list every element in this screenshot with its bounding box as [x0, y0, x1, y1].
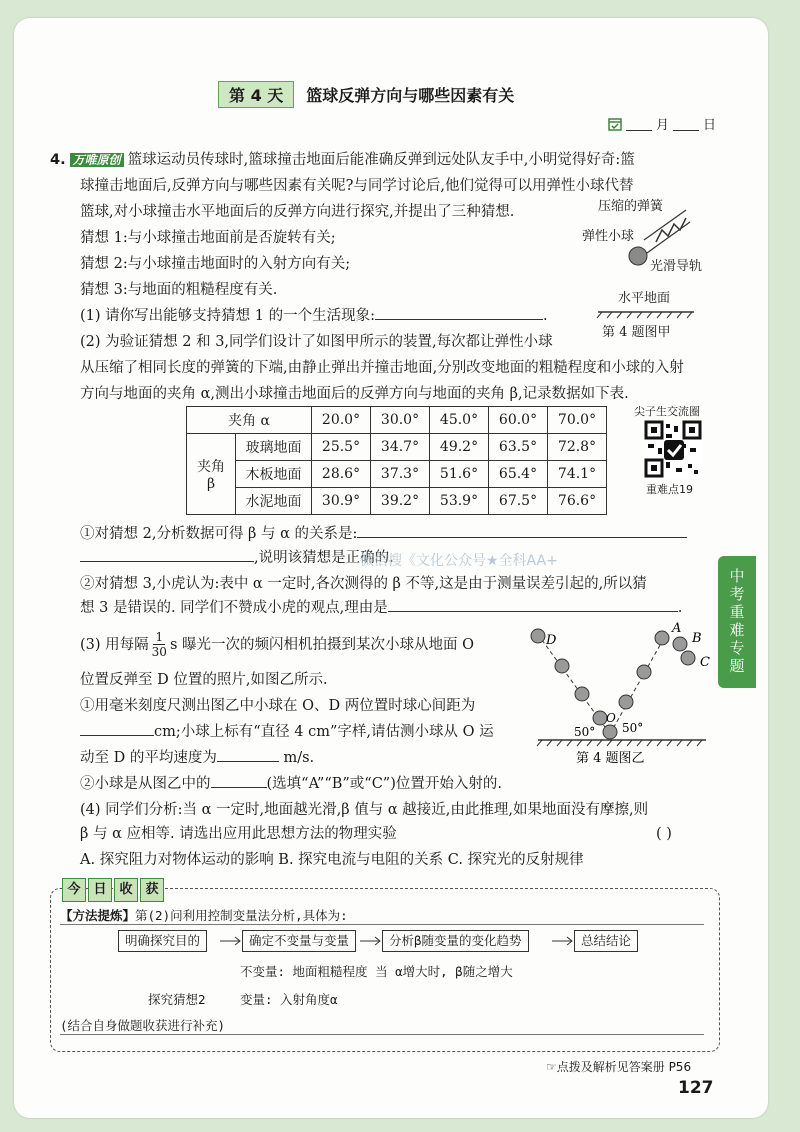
table-cell: 39.2°	[371, 488, 430, 515]
guess-1: 猜想 1:与小球撞击地面前是否旋转有关;	[80, 230, 336, 246]
question-4-line-1: (4) 同学们分析:当 α 一定时,地面越光滑,β 值与 α 越接近,由此推理,如果地面没有摩擦,则	[80, 802, 649, 818]
q3-a1-unit: m/s.	[283, 750, 315, 766]
answer-blank-3-1a[interactable]	[80, 721, 154, 736]
watermark: 微信搜《文化公众号★全科AA+	[360, 553, 558, 569]
table-cell: 30.0°	[371, 407, 430, 434]
original-badge: 万唯原创	[70, 153, 124, 167]
figure-yi	[530, 622, 716, 770]
angle-left: 50°	[574, 725, 596, 739]
answer-blank-2-1a[interactable]	[357, 523, 687, 538]
label-rail: 光滑导轨	[650, 259, 703, 274]
question-3-answer-1-line-3	[80, 746, 314, 770]
table-cell: 67.5°	[489, 488, 548, 515]
summary-title	[62, 878, 164, 902]
q3-a2-text: ②小球是从图乙中的	[80, 776, 211, 792]
page-title: 篮球反弹方向与哪些因素有关	[306, 85, 515, 105]
table-cell: 玻璃地面	[236, 434, 312, 461]
label-B: B	[692, 631, 702, 646]
table-header-row	[187, 407, 607, 434]
answer-paren[interactable]: ( )	[656, 826, 672, 842]
qr-code-icon[interactable]	[644, 420, 702, 478]
flow-step: 明确探究目的	[118, 930, 207, 952]
summary-char: 日	[88, 878, 112, 902]
answer-blank-3-2[interactable]	[211, 773, 267, 788]
caption-yi: 第 4 题图乙	[576, 751, 645, 766]
answer-1-text: ①对猜想 2,分析数据可得 β 与 α 的关系是:	[80, 526, 358, 542]
flow-arrows	[220, 934, 580, 948]
constant-line: 不变量: 地面粗糙程度 当 α增大时, β随之增大	[240, 964, 513, 979]
flow-step: 总结结论	[574, 930, 638, 952]
figure-jia	[578, 196, 708, 346]
table-cell: 34.7°	[371, 434, 430, 461]
q3-a1-text-2: cm;小球上标有“直径 4 cm”字样,请估测小球从 O 运	[154, 724, 494, 740]
label-O: O	[606, 711, 616, 725]
day-label-text: 日	[703, 118, 717, 133]
qr-top-label: 尖子生交流圈	[634, 405, 700, 418]
guess-2: 猜想 2:与小球撞击地面时的入射方向有关;	[80, 256, 351, 272]
intro-line-1	[50, 148, 635, 172]
method-divider	[60, 924, 704, 925]
q3-a1-text: ①用毫米刻度尺测出图乙中小球在 O、D 两位置时球心间距为	[80, 698, 476, 714]
question-2-answer-2-line-2: 想 3 是错误的. 同学们不赞成小虎的观点,理由是 .	[80, 596, 682, 620]
question-4-line-2: β 与 α 应相等. 请选出应用此思想方法的物理实验	[80, 826, 397, 842]
table-row	[187, 461, 607, 488]
label-C: C	[700, 655, 710, 670]
table-cell: 51.6°	[430, 461, 489, 488]
page-number: 127	[678, 1078, 714, 1098]
table-cell: 37.3°	[371, 461, 430, 488]
method-label: 【方法提炼】	[60, 908, 136, 923]
table-cell: 74.1°	[548, 461, 607, 488]
question-2-line-2: 从压缩了相同长度的弹簧的下端,由静止弹出并撞击地面,分别改变地面的粗糙程度和小球的入射	[80, 360, 684, 376]
guess-3: 猜想 3:与地面的粗糙程度有关.	[80, 282, 278, 298]
fraction	[152, 630, 167, 659]
date-field	[608, 114, 716, 133]
table-cell: 70.0°	[548, 407, 607, 434]
variable-line: 变量: 入射角度α	[240, 992, 338, 1007]
summary-char: 收	[114, 878, 138, 902]
method-line	[60, 906, 348, 924]
table-cell: 49.2°	[430, 434, 489, 461]
qr-bottom-label: 重难点19	[646, 483, 693, 496]
question-1: (1) 请你写出能够支持猜想 1 的一个生活现象: .	[80, 304, 548, 328]
table-cell: 72.8°	[548, 434, 607, 461]
question-3-line-2: 位置反弹至 D 位置的照片,如图乙所示.	[80, 672, 328, 688]
table-header-label: 夹角 α	[187, 407, 312, 434]
angle-right: 50°	[622, 721, 644, 735]
answer-blank-3-1b[interactable]	[217, 747, 279, 762]
table-row	[187, 434, 607, 461]
answer-blank-q1[interactable]	[375, 305, 543, 320]
question-2-answer-1	[80, 522, 687, 546]
answer-1b-text: ,说明该猜想是正确的.	[254, 550, 394, 566]
label-spring: 压缩的弹簧	[598, 199, 664, 214]
label-ball: 弹性小球	[582, 229, 635, 244]
day-blank[interactable]	[673, 116, 699, 131]
guess-label: 探究猜想2	[148, 992, 206, 1007]
question-1-text: (1) 请你写出能够支持猜想 1 的一个生活现象:	[80, 308, 375, 324]
caption-jia: 第 4 题图甲	[602, 325, 671, 340]
table-cell: 53.9°	[430, 488, 489, 515]
answer-2-text: 想 3 是错误的. 同学们不赞成小虎的观点,理由是	[80, 600, 388, 616]
q3-a2-text-2: (选填“A”“B”或“C”)位置开始入射的.	[266, 776, 502, 792]
month-label: 月	[656, 118, 670, 133]
label-A: A	[672, 622, 682, 636]
table-cell: 45.0°	[430, 407, 489, 434]
table-cell: 木板地面	[236, 461, 312, 488]
flow-step: 分析β随变量的变化趋势	[382, 930, 529, 952]
question-2-answer-2-line-1: ②对猜想 3,小虎认为:表中 α 一定时,各次测得的 β 不等,这是由于测量误差引起的,所以猜	[80, 576, 647, 592]
problem-number: 4.	[50, 152, 66, 168]
note-divider	[60, 1034, 704, 1035]
table-cell: 76.6°	[548, 488, 607, 515]
table-cell: 20.0°	[312, 407, 371, 434]
table-cell: 60.0°	[489, 407, 548, 434]
label-ground: 水平地面	[618, 291, 671, 306]
label-D: D	[546, 633, 557, 648]
flow-step: 确定不变量与变量	[242, 930, 356, 952]
answer-blank-2-2[interactable]	[388, 597, 678, 612]
side-tab[interactable]: 中考重难专题	[718, 556, 756, 688]
fraction-numerator: 1	[155, 630, 164, 644]
q3-text-b: s 曝光一次的频闪相机拍摄到某次小球从地面 O	[169, 636, 474, 653]
table-cell: 63.5°	[489, 434, 548, 461]
table-cell: 25.5°	[312, 434, 371, 461]
question-3-answer-1-line-1	[80, 694, 475, 718]
summary-char: 今	[62, 878, 86, 902]
day-banner	[218, 80, 514, 108]
q3-a1-text-3: 动至 D 的平均速度为	[80, 750, 217, 766]
question-3-answer-2	[80, 772, 502, 796]
question-2-line-3: 方向与地面的夹角 α,测出小球撞击地面后的反弹方向与地面的夹角 β,记录数据如下表.	[80, 386, 629, 402]
intro-text-1: 篮球运动员传球时,篮球撞击地面后能准确反弹到远处队友手中,小明觉得好奇:篮	[127, 152, 635, 168]
day-label: 第 4 天	[218, 81, 294, 108]
table-cell: 65.4°	[489, 461, 548, 488]
question-3-answer-1-line-2	[80, 720, 494, 744]
options: A. 探究阻力对物体运动的影响 B. 探究电流与电阻的关系 C. 探究光的反射规律	[80, 852, 584, 868]
table-row	[187, 488, 607, 515]
data-table	[186, 406, 607, 515]
intro-line-2: 球撞击地面后,反弹方向与哪些因素有关呢?与同学讨论后,他们觉得可以用弹性小球代替	[80, 178, 634, 194]
summary-char: 获	[140, 878, 164, 902]
table-cell: 30.9°	[312, 488, 371, 515]
question-3-line-1	[80, 630, 474, 659]
q3-text-a: (3) 用每隔	[80, 636, 149, 653]
month-blank[interactable]	[626, 116, 652, 131]
question-2-line-1: (2) 为验证猜想 2 和 3,同学们设计了如图甲所示的装置,每次都让弹性小球	[80, 334, 553, 350]
table-cell: 水泥地面	[236, 488, 312, 515]
table-row-group-label: 夹角 β	[187, 434, 236, 515]
answer-blank-2-1b[interactable]	[80, 547, 254, 562]
fraction-denominator: 30	[151, 645, 167, 659]
note-line: (结合自身做题收获进行补充)	[60, 1018, 226, 1033]
table-cell: 28.6°	[312, 461, 371, 488]
method-text: 第(2)问利用控制变量法分析,具体为:	[135, 908, 348, 923]
intro-line-3: 篮球,对小球撞击水平地面后的反弹方向进行探究,并提出了三种猜想.	[80, 204, 515, 220]
answer-reference[interactable]: ☞点拨及解析见答案册 P56	[546, 1060, 692, 1074]
calendar-icon	[608, 117, 622, 131]
question-2-answer-1b	[80, 546, 394, 570]
